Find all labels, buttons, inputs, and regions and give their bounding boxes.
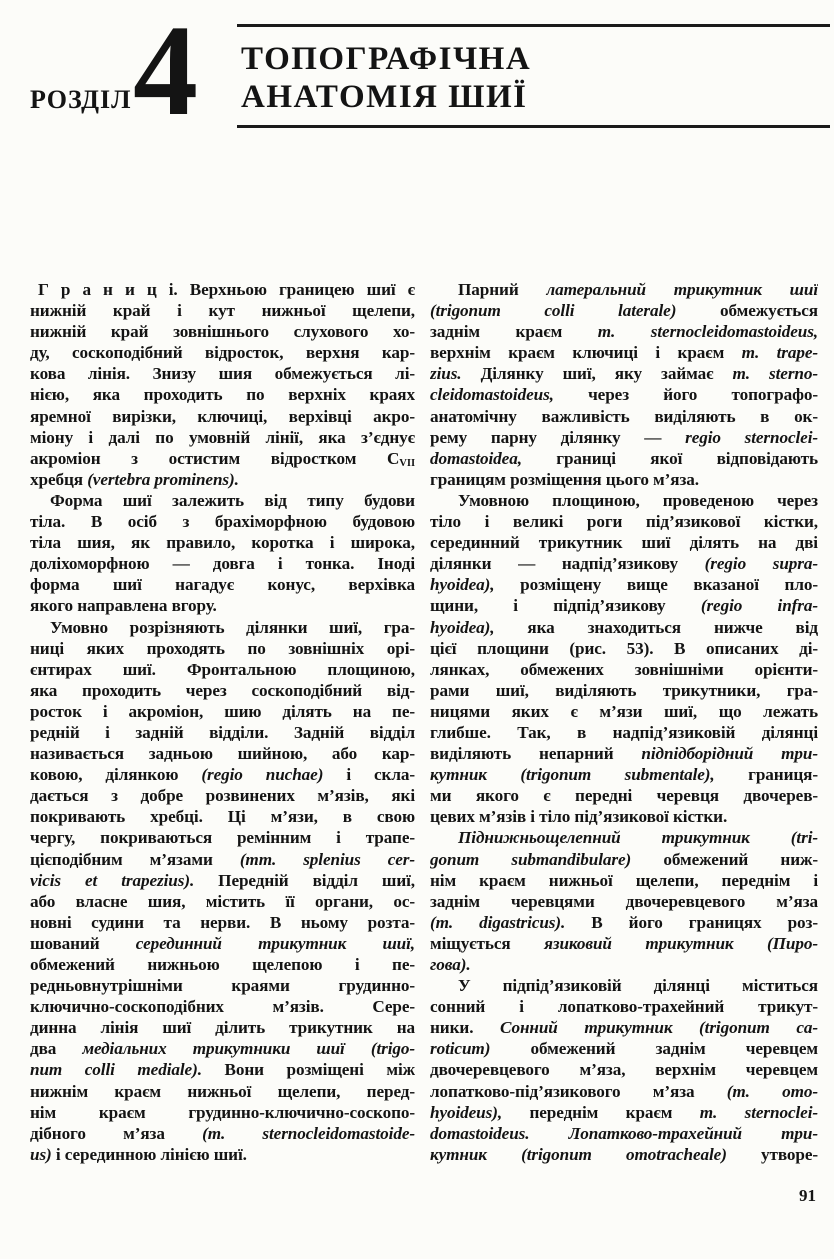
italic-term: кутник (trigonum submentale),	[430, 765, 715, 785]
text-line	[430, 827, 818, 848]
text-segment: через його топографо-	[553, 385, 818, 405]
italic-term: (regio infra-	[700, 596, 818, 616]
text-line	[430, 764, 818, 785]
italic-term: Піднижньощелепний трикутник (tri-	[458, 828, 818, 848]
text-line	[30, 975, 415, 996]
text-segment: кова лінія. Знизу шия обмежується лі-	[30, 364, 415, 384]
title-rule-top	[237, 24, 830, 27]
text-segment: чергу, покриваються ремінним і трапе-	[30, 828, 415, 848]
text-line	[30, 532, 415, 553]
text-segment: якого направлена вгору.	[30, 596, 217, 616]
text-segment: динна лінія шиї ділить трикутник на	[30, 1018, 415, 1038]
text-segment: серединний трикутник шиї ділять на дві	[430, 533, 818, 553]
text-line	[30, 849, 415, 870]
text-line	[430, 532, 818, 553]
text-segment: нім краєм нижньої щелепи, переднім і	[430, 870, 818, 890]
text-segment: і скла-	[323, 765, 415, 785]
text-segment: тіла. В осіб з брахіморфною будовою	[30, 512, 415, 532]
text-segment: акроміон з остистим відростком C	[30, 448, 400, 468]
text-line	[430, 701, 818, 722]
text-line	[430, 849, 818, 870]
text-segment: Г р а н и ц і. Верхньою границею шиї є	[38, 280, 415, 299]
text-line	[430, 595, 818, 616]
text-line	[30, 1144, 415, 1165]
text-segment: границі якої відповідають	[521, 448, 818, 468]
text-segment: тіло і великі роги під’язикової кістки,	[430, 512, 818, 532]
text-line	[430, 617, 818, 638]
text-segment: тіла шия, як правило, коротка і широка,	[30, 533, 415, 553]
text-line	[430, 1144, 818, 1165]
text-segment: обмежений ниж-	[631, 849, 818, 869]
text-segment: цієподібним м’язами	[30, 849, 240, 869]
text-line	[30, 511, 415, 532]
text-segment: нією, яка проходить по верхніх краях	[30, 385, 415, 405]
text-segment: нижній край і кут нижньої щелепи,	[30, 301, 415, 321]
italic-term: m. sterno-	[732, 364, 818, 384]
text-line	[430, 722, 818, 743]
text-line	[30, 448, 415, 469]
text-line	[30, 406, 415, 427]
text-segment: обмежений заднім черевцем	[490, 1039, 818, 1059]
text-segment: границям розміщення цього м’яза.	[430, 469, 699, 489]
text-line	[30, 1102, 415, 1123]
italic-term: підпідборідний три-	[641, 744, 818, 764]
text-line	[430, 363, 818, 384]
text-segment: ницями яких є м’язи шиї, що лежать	[430, 701, 818, 721]
text-line	[430, 1017, 818, 1038]
text-line	[430, 427, 818, 448]
text-segment: Умовно розрізняють ділянки шиї, гра-	[50, 617, 415, 637]
text-segment: яка проходить через соскоподібний від-	[30, 680, 415, 700]
italic-term: (m. sternocleidomastoide-	[202, 1123, 415, 1143]
text-line	[430, 891, 818, 912]
text-segment: міщується	[430, 933, 545, 953]
italic-term: gonum submandibulare)	[430, 849, 632, 869]
text-line	[30, 659, 415, 680]
text-line	[30, 363, 415, 384]
italic-term: us)	[30, 1144, 52, 1164]
text-segment: шований	[30, 933, 136, 953]
text-line	[430, 785, 818, 806]
text-segment: обмежується	[676, 301, 818, 321]
text-segment: Умовною площиною, проведеною через	[458, 490, 818, 510]
text-segment: Ділянку шиї, яку займає	[461, 364, 733, 384]
text-line	[30, 469, 415, 490]
text-segment: ділянки — надпід’язикову	[430, 554, 705, 574]
italic-term: Сонний трикутник (trigonum ca-	[499, 1018, 818, 1038]
text-segment: Вони розміщені між	[201, 1060, 415, 1080]
text-segment: переднім краєм	[502, 1102, 700, 1122]
text-line	[30, 933, 415, 954]
text-line	[430, 680, 818, 701]
italic-term: гова).	[430, 955, 471, 974]
text-segment: редній і задній відділи. Задній відділ	[30, 722, 415, 742]
italic-term: m. sternoclei-	[699, 1102, 818, 1122]
italic-term: vicis et trapezius).	[30, 870, 195, 890]
italic-term: hyoidea),	[430, 575, 495, 595]
text-line	[30, 764, 415, 785]
text-line	[30, 1123, 415, 1144]
text-segment: дається з добре розвинених м’язів, які	[30, 786, 415, 806]
chapter-label: РОЗДІЛ	[30, 85, 132, 114]
text-line	[30, 701, 415, 722]
chapter-title-line1: ТОПОГРАФІЧНА	[241, 41, 532, 77]
text-line	[430, 1038, 818, 1059]
italic-term: domastoidea,	[430, 448, 522, 468]
text-line	[430, 975, 818, 996]
text-segment: нижній край зовнішнього слухового хо-	[30, 322, 415, 342]
text-segment: Форма шиї залежить від типу будови	[50, 490, 415, 510]
italic-term: серединний трикутник шиї,	[135, 933, 415, 953]
subscript-text: VII	[399, 457, 415, 469]
text-segment: виділяють непарний	[430, 744, 642, 764]
italic-term: zius.	[430, 364, 462, 384]
italic-term: латеральний трикутник шиї	[546, 280, 818, 299]
italic-term: (m. digastricus).	[430, 912, 566, 932]
text-line	[30, 617, 415, 638]
text-line	[430, 490, 818, 511]
text-segment: покривають хребці. Ці м’язи, в свою	[30, 807, 415, 827]
chapter-number: 4	[133, 0, 198, 143]
text-segment: новні судини та нерви. В ньому розта-	[30, 912, 415, 932]
text-segment: заднім краєм	[430, 322, 598, 342]
text-line	[30, 595, 415, 616]
text-segment: лянках, обмежених зовнішніми орієнти-	[430, 659, 818, 679]
text-line	[430, 743, 818, 764]
text-segment: ключично-соскоподібних м’язів. Сере-	[30, 997, 415, 1017]
text-line	[430, 1059, 818, 1080]
text-line	[430, 384, 818, 405]
text-line	[430, 279, 818, 300]
text-line	[430, 300, 818, 321]
text-segment: рему парну ділянку —	[430, 427, 686, 447]
text-segment: редньовнутрішніми краями грудинно-	[30, 976, 415, 996]
text-segment: росток і акроміон, шию ділять на пе-	[30, 701, 415, 721]
text-segment: цієї площини (рис. 53). В описаних ді-	[430, 638, 818, 658]
text-line	[30, 638, 415, 659]
text-segment: В його границях роз-	[565, 912, 818, 932]
text-segment: утворе-	[726, 1144, 818, 1164]
text-line	[30, 342, 415, 363]
text-segment: рами шиї, виділяють трикутники, гра-	[430, 680, 818, 700]
italic-term: (regio supra-	[704, 554, 818, 574]
text-segment: ми якого є передні черевця двочерев-	[430, 786, 818, 806]
italic-term: (regio nuchae)	[201, 765, 324, 785]
text-line	[430, 659, 818, 680]
text-line	[30, 870, 415, 891]
text-segment: нижнім краєм нижньої щелепи, перед-	[30, 1081, 415, 1101]
italic-term: cleidomastoideus,	[430, 385, 554, 405]
italic-term: (mm. splenius cer-	[239, 849, 415, 869]
text-segment: яремної вирізки, ключиці, верхівці акро-	[30, 406, 415, 426]
text-segment: цевих м’язів і тіло під’язикової кістки.	[430, 807, 728, 827]
text-line	[30, 1038, 415, 1059]
text-line	[30, 680, 415, 701]
italic-term: hyoideus),	[430, 1102, 503, 1122]
italic-term: num colli mediale).	[30, 1060, 202, 1080]
text-segment: дібного м’яза	[30, 1123, 203, 1143]
text-segment: доліхоморфною — довга і тонка. Іноді	[30, 554, 415, 574]
text-line	[30, 912, 415, 933]
italic-term: m. sternocleidomastoideus,	[597, 322, 818, 342]
text-segment: Передній відділ шиї,	[194, 870, 415, 890]
text-line	[30, 785, 415, 806]
text-segment: розміщену вище вказаної пло-	[494, 575, 818, 595]
text-segment: верхнім краєм ключиці і краєм	[430, 343, 742, 363]
text-line	[30, 1081, 415, 1102]
italic-term: (vertebra prominens).	[87, 469, 239, 489]
text-line	[430, 1102, 818, 1123]
text-line	[30, 300, 415, 321]
right-text-column	[430, 279, 818, 1165]
text-segment: називається задньою шийною, або кар-	[30, 744, 415, 764]
text-line	[430, 1123, 818, 1144]
text-line	[30, 1059, 415, 1080]
text-segment: нім краєм грудинно-ключично-соскопо-	[30, 1102, 415, 1122]
text-line	[30, 722, 415, 743]
text-line	[30, 743, 415, 764]
text-line	[30, 384, 415, 405]
chapter-title	[241, 40, 531, 116]
text-line	[30, 996, 415, 1017]
text-segment: яка знаходиться нижче від	[494, 617, 818, 637]
text-line	[30, 891, 415, 912]
text-segment: У підпід’язиковій ділянці міститься	[458, 976, 818, 996]
text-line	[430, 1081, 818, 1102]
text-line	[430, 469, 818, 490]
text-line	[430, 574, 818, 595]
text-line	[430, 954, 818, 975]
text-segment: границя-	[714, 765, 818, 785]
text-segment: сонний і лопатково-трахейний трикут-	[430, 997, 818, 1017]
text-segment: хребця	[30, 469, 88, 489]
text-segment: щини, і підпід’язикову	[430, 596, 701, 616]
italic-term: кутник (trigonum omotracheale)	[430, 1144, 727, 1164]
title-rule-bottom	[237, 125, 830, 128]
text-line	[430, 406, 818, 427]
text-segment: глибше. Так, в надпід’язиковій ділянці	[430, 722, 818, 742]
text-line	[430, 806, 818, 827]
text-line	[430, 870, 818, 891]
text-line	[30, 427, 415, 448]
text-segment: форма шиї нагадує конус, верхівка	[30, 575, 415, 595]
text-line	[30, 321, 415, 342]
text-line	[30, 827, 415, 848]
text-line	[30, 574, 415, 595]
text-line	[30, 553, 415, 574]
text-line	[430, 321, 818, 342]
italic-term: hyoidea),	[430, 617, 495, 637]
italic-term: m. trape-	[741, 343, 818, 363]
text-segment: ники.	[430, 1018, 500, 1038]
text-line	[430, 996, 818, 1017]
page-number: 91	[799, 1186, 816, 1205]
text-line	[30, 1017, 415, 1038]
italic-term: domastoideus. Лопатково-трахейний три-	[430, 1123, 818, 1143]
text-segment: єнтирах шиї. Фронтальною площиною,	[30, 659, 415, 679]
text-segment: ду, соскоподібний відросток, верхня кар-	[30, 343, 415, 363]
text-segment: два	[30, 1039, 83, 1059]
text-segment: ниці яких проходять по зовнішніх орі-	[30, 638, 415, 658]
text-line	[430, 638, 818, 659]
text-segment: і серединною лінією шиї.	[51, 1144, 247, 1164]
text-line	[30, 490, 415, 511]
text-segment: анатомічну важливість виділяють в ок-	[430, 406, 818, 426]
text-line	[430, 912, 818, 933]
text-line	[430, 342, 818, 363]
text-line	[30, 279, 415, 300]
text-line	[30, 806, 415, 827]
text-line	[430, 553, 818, 574]
italic-term: regio sternoclei-	[685, 427, 818, 447]
italic-term: (trigonum colli laterale)	[430, 301, 677, 321]
text-line	[430, 933, 818, 954]
text-line	[30, 954, 415, 975]
text-segment: міону і далі по умовній лінії, яка з’єднує	[30, 427, 415, 447]
text-line	[430, 511, 818, 532]
italic-term: язиковий трикутник (Пиро-	[544, 933, 818, 953]
text-segment: Парний	[458, 280, 547, 299]
chapter-title-line2: АНАТОМІЯ ШИЇ	[241, 79, 528, 115]
text-segment: заднім черевцями двочеревцевого м’яза	[430, 891, 818, 911]
text-segment: ковою, ділянкою	[30, 765, 202, 785]
left-text-column	[30, 279, 415, 1165]
italic-term: roticum)	[430, 1039, 491, 1059]
italic-term: медіальних трикутники шиї (trigo-	[82, 1039, 415, 1059]
text-line	[430, 448, 818, 469]
italic-term: (m. omo-	[726, 1081, 818, 1101]
text-segment: обмежений нижньою щелепою і пе-	[30, 955, 415, 974]
text-segment: або власне шия, містить її органи, ос-	[30, 891, 415, 911]
text-segment: лопатково-під’язикового м’яза	[430, 1081, 727, 1101]
text-segment: двочеревцевого м’яза, верхнім черевцем	[430, 1060, 818, 1080]
